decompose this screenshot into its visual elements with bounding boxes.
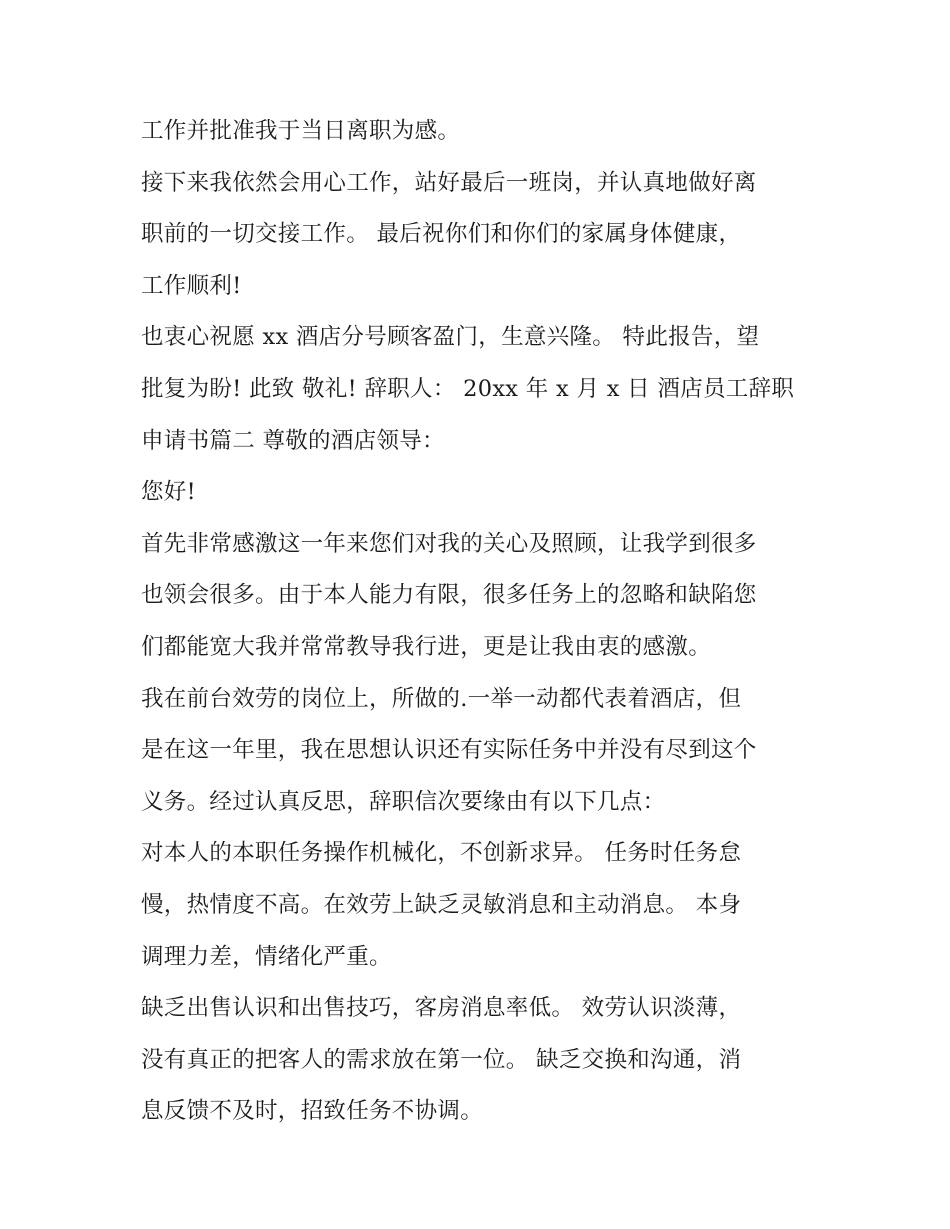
text-line: 职前的一切交接工作。 最后祝你们和你们的家属身体健康， xyxy=(141,221,742,248)
text-line: 对本人的本职任务操作机械化，不创新求异。 任务时任务怠 xyxy=(141,840,742,867)
text-line: 您好! xyxy=(141,479,196,506)
text-line: 工作顺利! xyxy=(141,272,242,299)
text-line: 工作并批准我于当日离职为感。 xyxy=(141,118,461,144)
text-line: 接下来我依然会用心工作，站好最后一班岗，并认真地做好离 xyxy=(141,169,757,196)
text-line: 缺乏出售认识和出售技巧，客房消息率低。 效劳认识淡薄， xyxy=(141,995,742,1022)
text-line: 申请书篇二 尊敬的酒店领导： xyxy=(141,427,445,454)
text-line: 也领会很多。由于本人能力有限，很多任务上的忽略和缺陷您 xyxy=(141,582,757,609)
text-line: 息反馈不及时，招致任务不协调。 xyxy=(141,1098,484,1125)
text-line: 义务。经过认真反思，辞职信次要缘由有以下几点： xyxy=(141,788,666,815)
text-line: 是在这一年里，我在思想认识还有实际任务中并没有尽到这个 xyxy=(141,737,757,764)
text-line: 调理力差，情绪化严重。 xyxy=(141,943,392,970)
text-line: 没有真正的把客人的需求放在第一位。 缺乏交换和沟通，消 xyxy=(141,1046,742,1073)
text-line: 们都能宽大我并常常教导我行进，更是让我由衷的感激。 xyxy=(141,633,712,660)
text-line: 批复为盼! 此致 敬礼! 辞职人： 20xx 年 x 月 x 日 酒店员工辞职 xyxy=(141,375,795,402)
text-line: 也衷心祝愿 xx 酒店分号顾客盈门，生意兴隆。 特此报告，望 xyxy=(141,324,760,351)
text-line: 我在前台效劳的岗位上，所做的.一举一动都代表着酒店，但 xyxy=(141,685,742,712)
document-body xyxy=(141,106,821,1138)
text-line: 首先非常感激这一年来您们对我的关心及照顾，让我学到很多 xyxy=(141,530,757,557)
text-line: 慢，热情度不高。在效劳上缺乏灵敏消息和主动消息。 本身 xyxy=(141,891,742,918)
